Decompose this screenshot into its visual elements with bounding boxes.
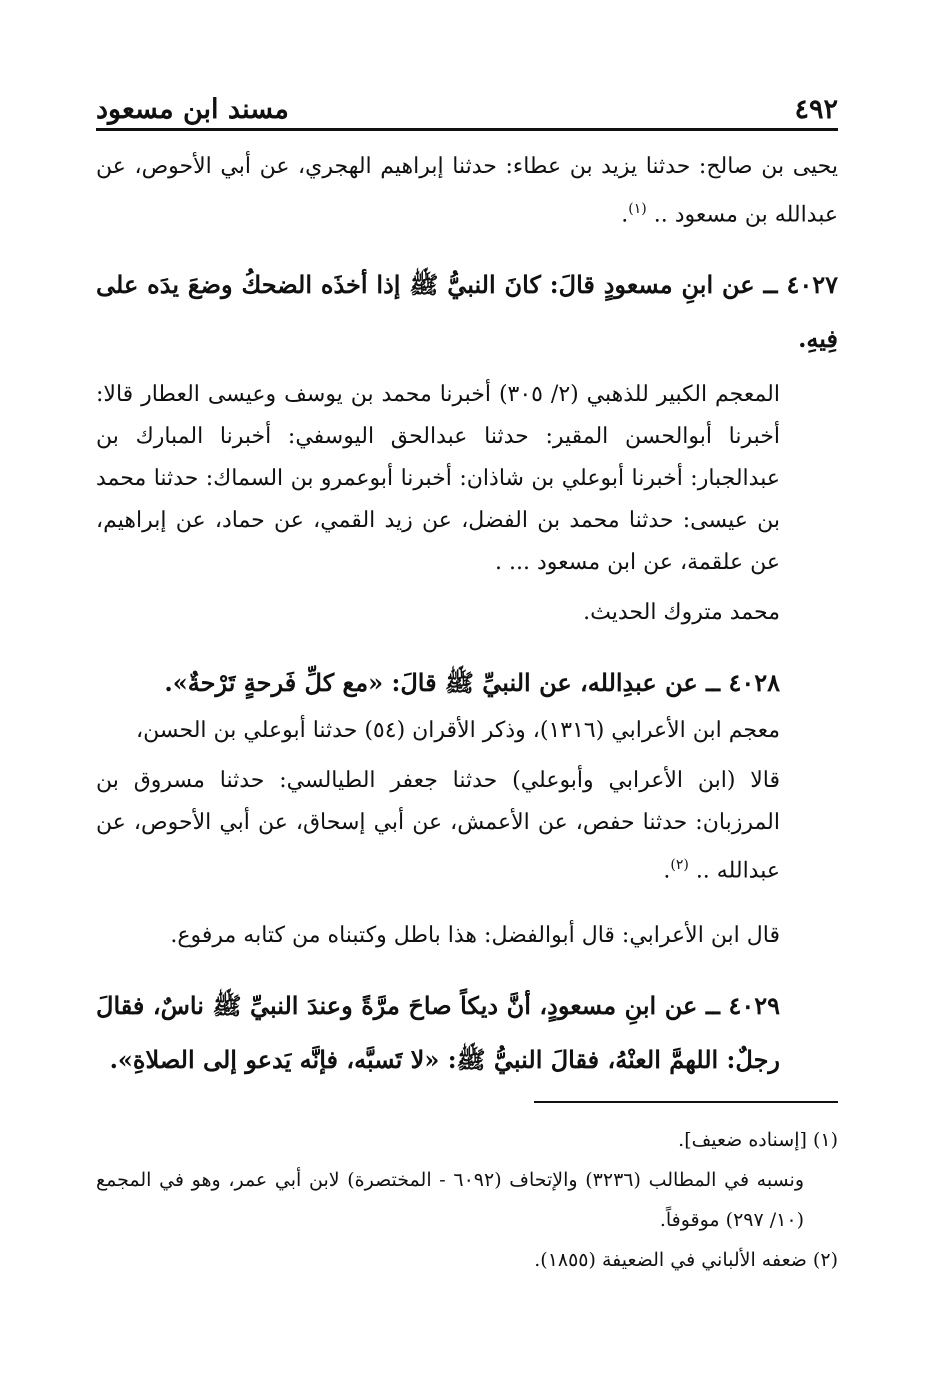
hadith-4027: ٤٠٢٧ ــ عن ابنِ مسعودٍ قالَ: كانَ النبيُّ ﷺ إذا أخذَه الضحكُ وضعَ يدَه على فِيهِ. [96, 270, 838, 354]
paragraph-source-4028: معجم ابن الأعرابي (١٣١٦)، وذكر الأقران (٥٤) حدثنا أبوعلي بن الحسن، [136, 718, 780, 744]
footnote-ref-2: (٢) [670, 857, 689, 874]
hadith-4029: ٤٠٢٩ ــ عن ابنِ مسعودٍ، أنَّ ديكاً صاحَ مرَّةً وعندَ النبيِّ ﷺ ناسٌ، فقالَ رجلٌ: اللهمَّ العنْهُ، فقالَ النبيُّ ﷺ: «لا تَسبَّه، فإنَّه يَدعو إلى الصلاةِ». [96, 990, 780, 1074]
paragraph-source-4027: المعجم الكبير للذهبي (٢/ ٣٠٥) أخبرنا محمد بن يوسف وعيسى العطار قالا: أخبرنا أبوالحسن المقير: حدثنا عبدالحق اليوسفي: أخبرنا المبارك بن عبدالجبار: أخبرنا أبوعلي بن شاذان: أخبرنا أبوعمرو بن السماك: حدثنا محمد بن عيسى: حدثنا محمد بن الفضل، عن زيد القمي، عن حماد، عن إبراهيم، عن علقمة، عن ابن مسعود ... . [96, 382, 780, 576]
hadith-4028: ٤٠٢٨ ــ عن عبدِالله، عن النبيِّ ﷺ قالَ: «مع كلِّ فَرحةٍ تَرْحةٌ». [164, 668, 780, 698]
footnote-ref-1: (١) [628, 201, 647, 217]
paragraph-chain-4028: قالا (ابن الأعرابي وأبوعلي) حدثنا جعفر الطيالسي: حدثنا مسروق بن المرزبان: حدثنا حفص، عن الأعمش، عن أبي إسحاق، عن أبي الأحوص، عن عبدالله .. $^{(٢)}$. [96, 768, 780, 884]
paragraph-grading-4027: محمد متروك الحديث. [583, 600, 780, 626]
chain-1-text: يحيى بن صالح: حدثنا يزيد بن عطاء: حدثنا إبراهيم الهجري، عن أبي الأحوص، عن عبدالله بن مسعود .. [96, 154, 838, 228]
running-title: مسند ابن مسعود [96, 94, 289, 125]
paragraph-chain-1: يحيى بن صالح: حدثنا يزيد بن عطاء: حدثنا إبراهيم الهجري، عن أبي الأحوص، عن عبدالله بن مسعود .. $^{(١)}$. [96, 154, 838, 228]
footnote-1: (١) [إسناده ضعيف]. [678, 1129, 838, 1151]
main-text [96, 146, 838, 1087]
page-number: ٤٩٢ [794, 94, 838, 125]
page-header [96, 84, 838, 131]
footnote-2: (٢) ضعفه الألباني في الضعيفة (١٨٥٥). [534, 1249, 838, 1271]
footnotes [96, 1120, 838, 1280]
paragraph-comment-4028: قال ابن الأعرابي: قال أبوالفضل: هذا باطل وكتبناه من كتابه مرفوع. [170, 922, 780, 948]
footnote-1-continuation: ونسبه في المطالب (٣٢٣٦) والإتحاف (٦٠٩٢ - المختصرة) لابن أبي عمر، وهو في المجمع (١٠/ ٢٩٧) موقوفاً. [96, 1169, 805, 1231]
footnote-separator [534, 1101, 838, 1103]
chain-4028-text: قالا (ابن الأعرابي وأبوعلي) حدثنا جعفر الطيالسي: حدثنا مسروق بن المرزبان: حدثنا حفص، عن الأعمش، عن أبي إسحاق، عن أبي الأحوص، عن عبدالله .. [96, 768, 780, 884]
